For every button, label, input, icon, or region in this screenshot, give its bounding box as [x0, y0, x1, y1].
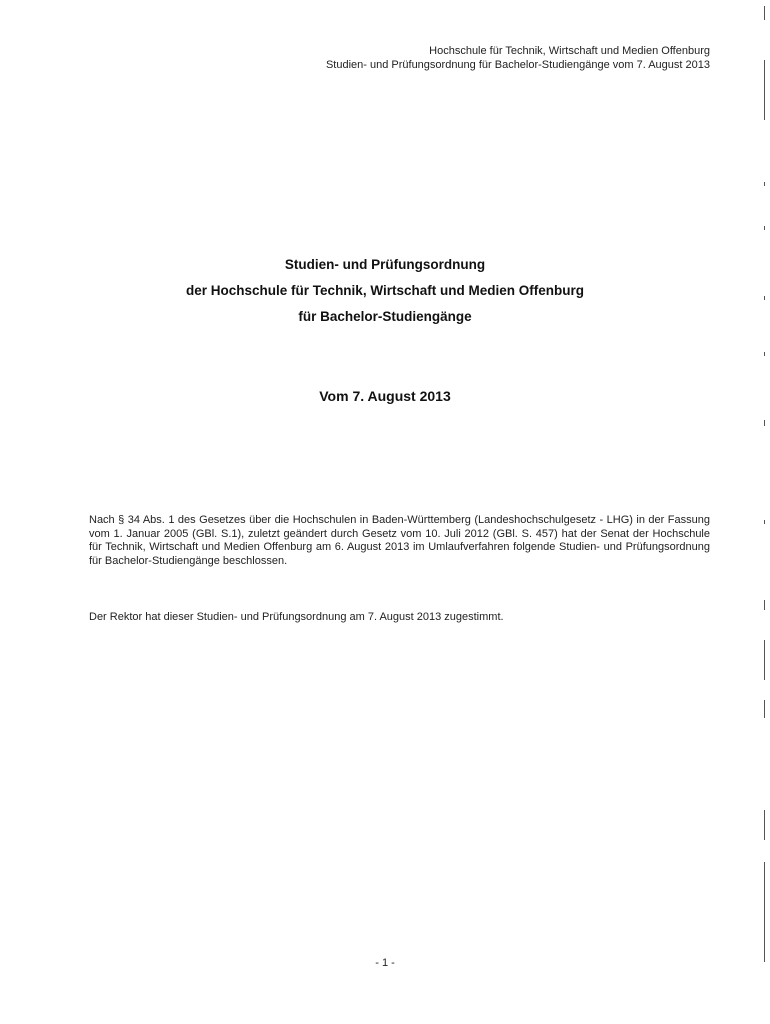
- preamble-paragraph: Nach § 34 Abs. 1 des Gesetzes über die Hochschulen in Baden-Württemberg (Landeshochschulgesetz - LHG) in der Fassung vom 1. Januar 2005 (GBl. S.1), zuletzt geändert durch Gesetz vom 10. Juli 2012 (GBl. S. 457) hat der Senat der Hochschule für Technik, Wirtschaft und Medien Offenburg am 6. August 2013 im Umlaufverfahren folgende Studien- und Prüfungsordnung für Bachelor-Studiengänge beschlossen.: [89, 514, 710, 567]
- header-institution: Hochschule für Technik, Wirtschaft und Medien Offenburg: [429, 45, 710, 57]
- header-document-title: Studien- und Prüfungsordnung für Bachelor-Studiengänge vom 7. August 2013: [325, 59, 710, 71]
- document-title: [0, 252, 770, 330]
- page-number: - 1 -: [375, 957, 395, 969]
- approval-paragraph: Der Rektor hat dieser Studien- und Prüfungsordnung am 7. August 2013 zugestimmt.: [89, 611, 504, 623]
- title-line-3: für Bachelor-Studiengänge: [298, 309, 472, 324]
- scan-edge-artifact: [764, 0, 766, 1024]
- running-header: [326, 44, 710, 72]
- title-line-2: der Hochschule für Technik, Wirtschaft und Medien Offenburg: [186, 283, 584, 298]
- document-date: Vom 7. August 2013: [319, 388, 451, 404]
- title-line-1: Studien- und Prüfungsordnung: [284, 257, 486, 272]
